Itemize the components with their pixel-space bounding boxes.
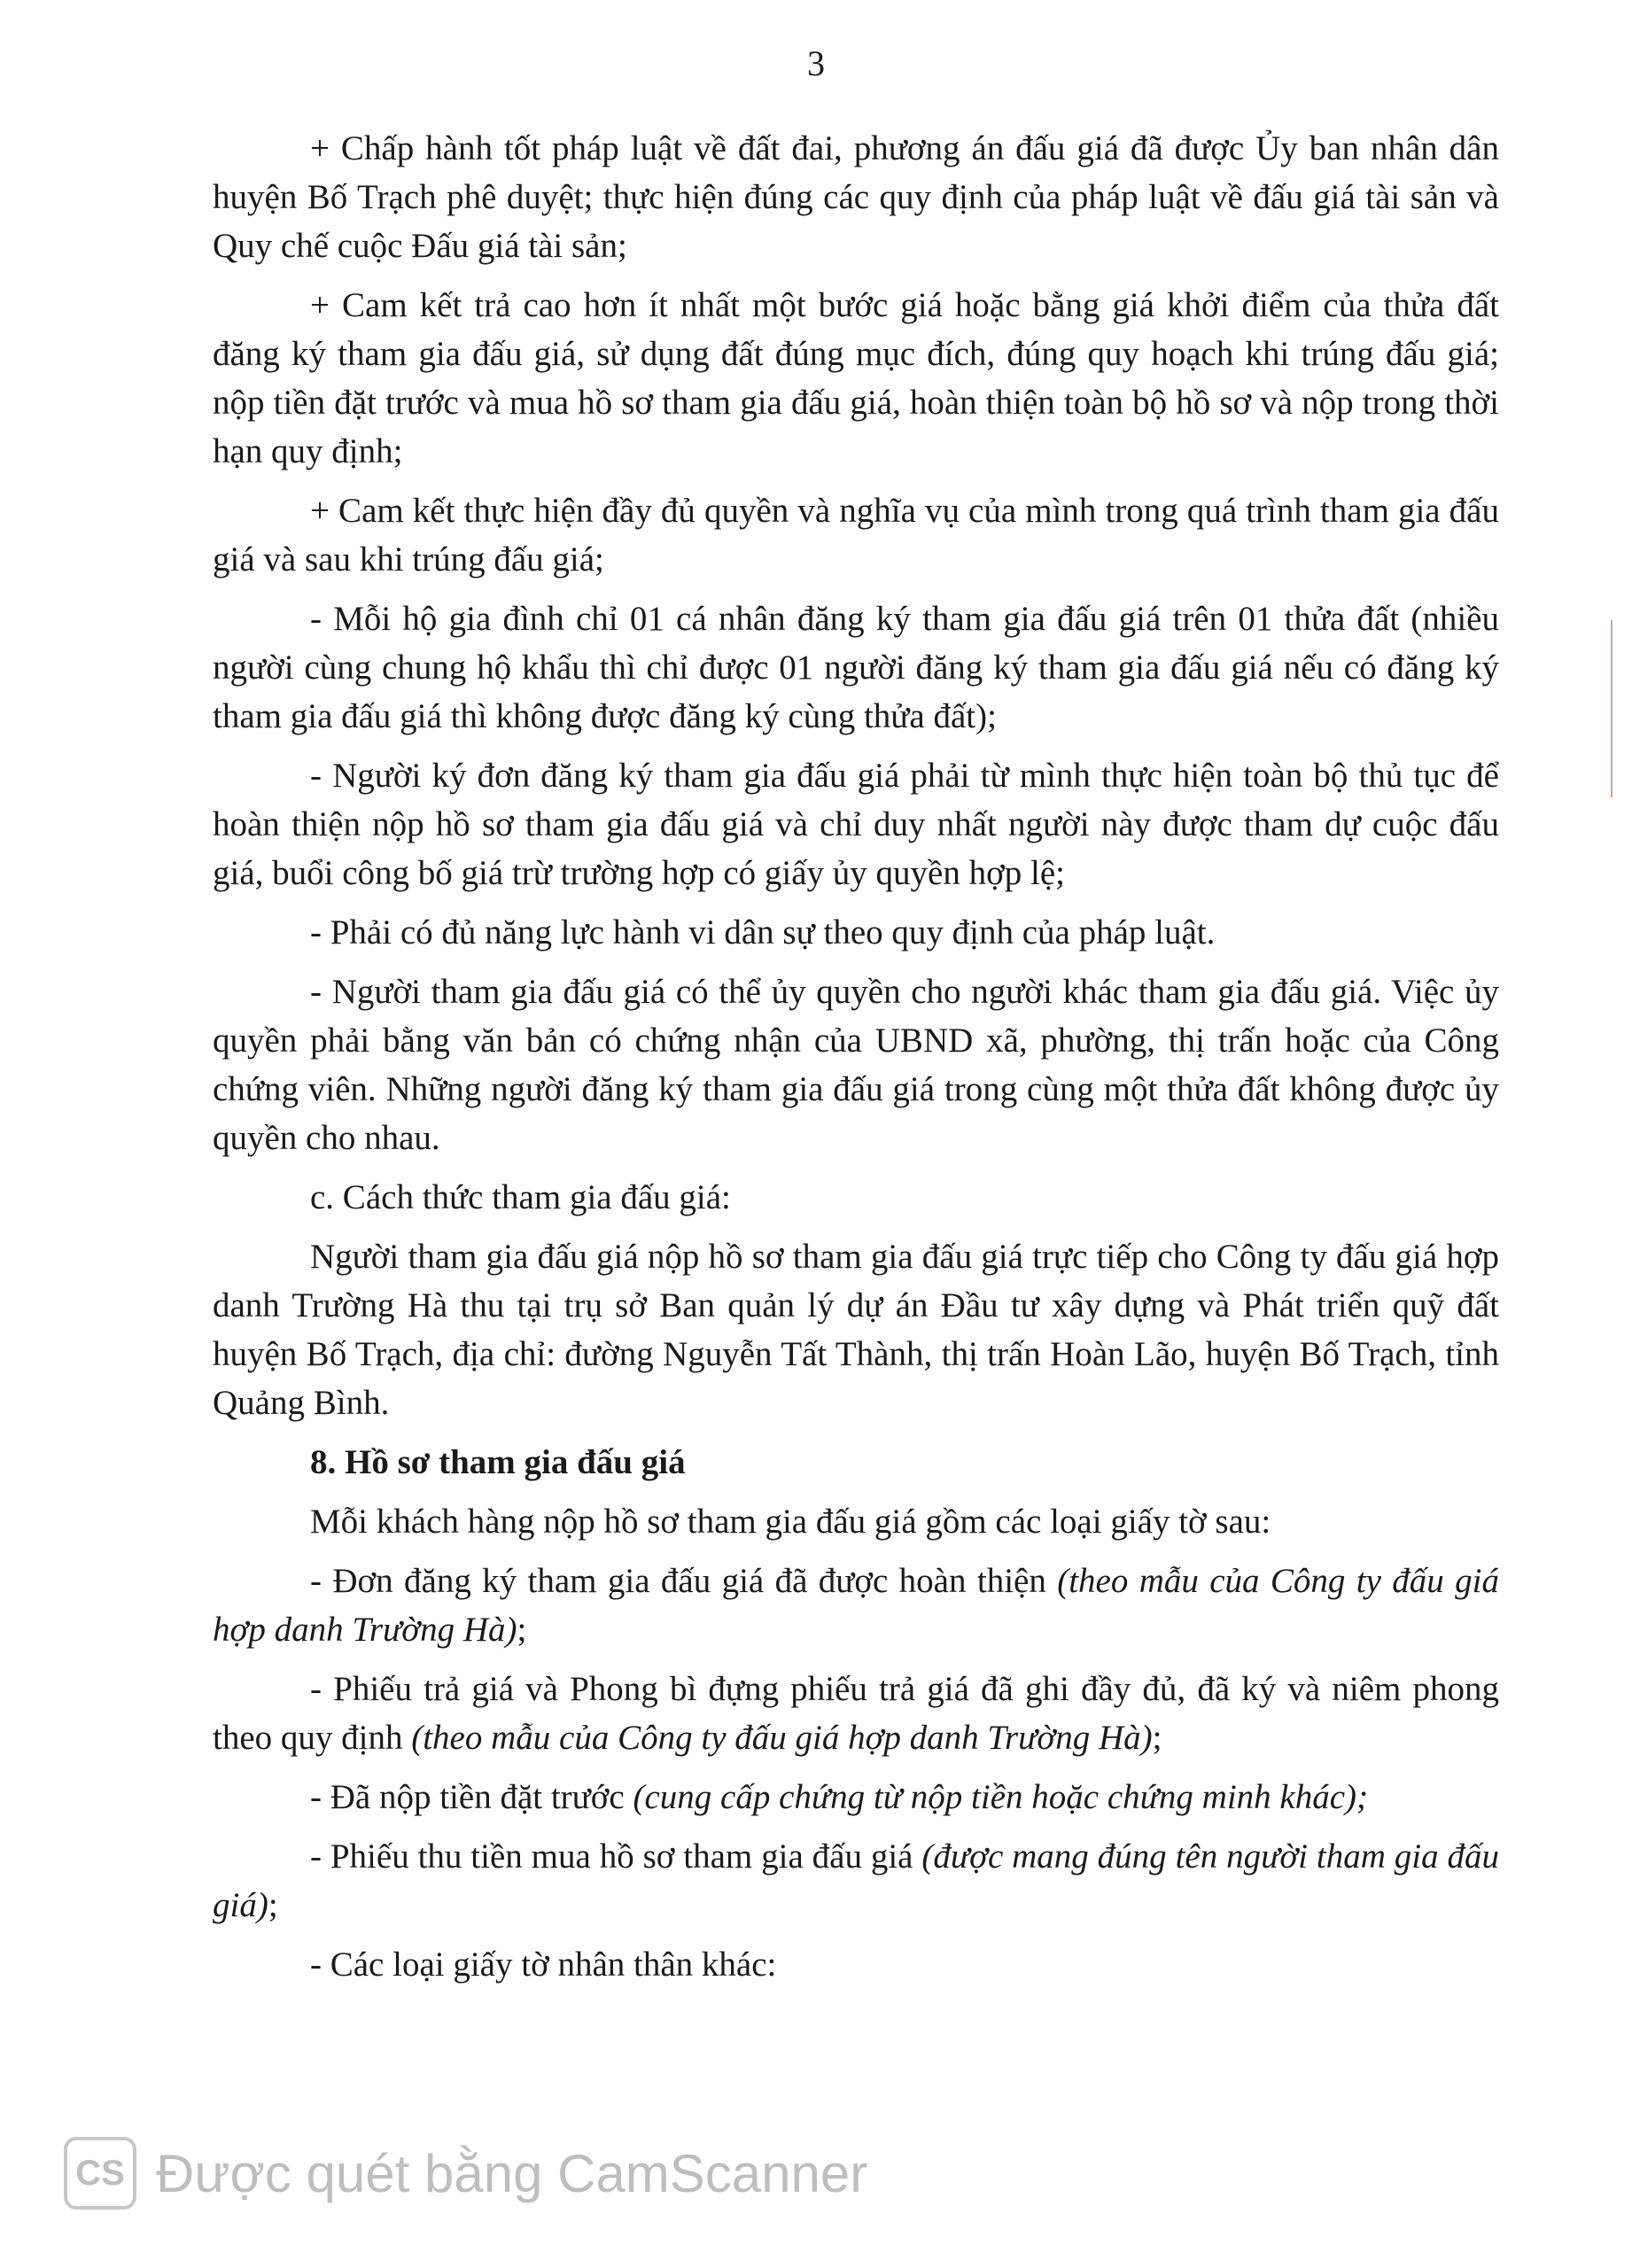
paragraph (213, 1773, 1499, 1821)
paragraph-text: - Phiếu thu tiền mua hồ sơ tham gia đấu giá (310, 1837, 922, 1876)
paragraph (213, 967, 1499, 1162)
paragraph-punctuation: ; (268, 1886, 278, 1924)
paragraph-text: 8. Hồ sơ tham gia đấu giá (310, 1443, 686, 1481)
paragraph (213, 751, 1499, 897)
paragraph (213, 486, 1499, 584)
section-heading (213, 1438, 1499, 1487)
paragraph-punctuation: ; (517, 1611, 527, 1649)
camscanner-watermark (64, 2137, 867, 2210)
camscanner-logo-icon: CS (64, 2137, 136, 2210)
paragraph-text: - Người tham gia đấu giá có thể ủy quyền cho người khác tham gia đấu giá. Việc ủy quyền phải bằng văn bản có chứng nhận của UBND xã, phường, thị trấn hoặc của Công chứng viên. Những người đăng ký tham gia đấu giá trong cùng một thửa đất không được ủy quyền cho nhau. (213, 973, 1499, 1157)
paragraph-text: - Các loại giấy tờ nhân thân khác: (310, 1946, 777, 1984)
paragraph (213, 1497, 1499, 1546)
paragraph (213, 281, 1499, 476)
watermark-text: Được quét bằng CamScanner (156, 2143, 868, 2203)
paragraph-punctuation: ; (1152, 1719, 1162, 1757)
paragraph (213, 1832, 1499, 1930)
paragraph (213, 1232, 1499, 1427)
paragraph-text: + Cam kết trả cao hơn ít nhất một bước giá hoặc bằng giá khởi điểm của thửa đất đăng ký tham gia đấu giá, sử dụng đất đúng mục đích, đúng quy hoạch khi trúng đấu giá; nộp tiền đặt trước và mua hồ sơ tham gia đấu giá, hoàn thiện toàn bộ hồ sơ và nộp trong thời hạn quy định; (213, 286, 1499, 470)
paragraph-text: + Cam kết thực hiện đầy đủ quyền và nghĩa vụ của mình trong quá trình tham gia đấu giá và sau khi trúng đấu giá; (213, 492, 1499, 579)
paragraph (213, 124, 1499, 270)
paragraph (213, 1557, 1499, 1654)
paragraph-text: - Người ký đơn đăng ký tham gia đấu giá phải từ mình thực hiện toàn bộ thủ tục để hoàn thiện nộp hồ sơ tham gia đấu giá và chỉ duy nhất người này được tham dự cuộc đấu giá, buổi công bố giá trừ trường hợp có giấy ủy quyền hợp lệ; (213, 757, 1499, 892)
paragraph (213, 594, 1499, 741)
paragraph-italic-note: (cung cấp chứng từ nộp tiền hoặc chứng minh khác); (633, 1778, 1368, 1816)
paragraph-text: + Chấp hành tốt pháp luật về đất đai, phương án đấu giá đã được Ủy ban nhân dân huyện Bố Trạch phê duyệt; thực hiện đúng các quy định của pháp luật về đấu giá tài sản và Quy chế cuộc Đấu giá tài sản; (213, 129, 1499, 265)
paragraph-text: - Mỗi hộ gia đình chỉ 01 cá nhân đăng ký tham gia đấu giá trên 01 thửa đất (nhiều người cùng chung hộ khẩu thì chỉ được 01 người đăng ký tham gia đấu giá nếu có đăng ký tham gia đấu giá thì không được đăng ký cùng thửa đất); (213, 600, 1499, 735)
paragraph-text: Mỗi khách hàng nộp hồ sơ tham gia đấu giá gồm các loại giấy tờ sau: (310, 1503, 1271, 1541)
paragraph-italic-note: (được mang đúng tên người tham gia đấu giá) (213, 1837, 1499, 1924)
paragraph-text: c. Cách thức tham gia đấu giá: (310, 1178, 731, 1216)
paragraph (213, 908, 1499, 957)
paragraph-text: - Đã nộp tiền đặt trước (310, 1778, 633, 1816)
paragraph-text: - Đơn đăng ký tham gia đấu giá đã được hoàn thiện (310, 1562, 1058, 1600)
paragraph-italic-note: (theo mẫu của Công ty đấu giá hợp danh Trường Hà) (411, 1719, 1153, 1757)
page-number: 3 (807, 43, 825, 83)
paragraph (213, 1173, 1499, 1222)
paragraph (213, 1665, 1499, 1762)
paragraph-text: Người tham gia đấu giá nộp hồ sơ tham gia đấu giá trực tiếp cho Công ty đấu giá hợp danh Trường Hà thu tại trụ sở Ban quản lý dự án Đầu tư xây dựng và Phát triển quỹ đất huyện Bố Trạch, địa chỉ: đường Nguyễn Tất Thành, thị trấn Hoàn Lão, huyện Bố Trạch, tỉnh Quảng Bình. (213, 1238, 1499, 1422)
document-body (213, 124, 1499, 2000)
paragraph-text: - Phiếu trả giá và Phong bì đựng phiếu trả giá đã ghi đầy đủ, đã ký và niêm phong theo quy định (213, 1670, 1499, 1757)
paragraph-text: - Phải có đủ năng lực hành vi dân sự theo quy định của pháp luật. (310, 913, 1216, 951)
paragraph-italic-note: (theo mẫu của Công ty đấu giá hợp danh Trường Hà) (213, 1562, 1500, 1649)
margin-scan-edge (1611, 620, 1632, 797)
paragraph (213, 1940, 1499, 1989)
